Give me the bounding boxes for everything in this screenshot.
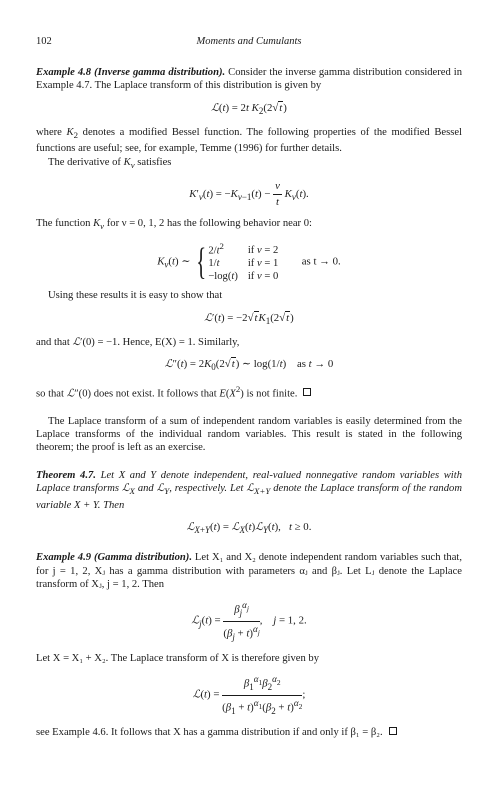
qed-symbol <box>303 388 311 396</box>
qed-symbol <box>389 727 397 735</box>
example-4-9-conclusion: see Example 4.6. It follows that X has a gamma distribution if and only if β₁ = β₂. <box>36 726 462 739</box>
equation-gamma-laplace-j: ℒ$_j$(t) = $\frac{\beta_j^{\alpha_j}}{(\beta_j + t)^{\alpha_j}}$ , j = 1, 2. <box>191 600 307 642</box>
mean-statement: and that ℒ′(0) = −1. Hence, E(X) = 1. Similarly, <box>36 337 240 349</box>
equation-bessel-asymptotics: $K_\nu(t)$ ∼ { $2/t^2$ if ν = 2 1/t if ν = 1 −log(t) if ν = 0 as t → 0. <box>157 240 341 283</box>
sum-laplace-intro: Let X = X₁ + X₂. The Laplace transform of X is therefore given by <box>36 652 320 664</box>
example-4-8-label: Example 4.8 <box>36 67 92 78</box>
second-moment-statement: so that ℒ″(0) does not exist. It follows that $E(X^2)$ is not finite. <box>36 383 462 401</box>
equation-laplace-inverse-gamma: ℒ(t) = 2t $K_2(2√t)$ <box>211 101 287 116</box>
example-4-8-title: (Inverse gamma distribution). <box>94 67 226 78</box>
theorem-4-7: Theorem 4.7. Let X and Y denote independent, real-valued nonnegative random variables with Laplace transforms ℒ$_X$ and ℒ$_Y$, respectively. Let ℒ$_{X+Y}$ denote the Laplace transform of the random variable X + Y. Then <box>36 469 462 511</box>
page-number: 102 <box>36 36 52 47</box>
example-4-8-text: Consider the inverse gamma distribution considered in Example 4.7. The Laplace transform of this distribution is given by <box>36 67 463 92</box>
example-4-9-label: Example 4.9 <box>36 552 92 564</box>
laplace-sum-paragraph: The Laplace transform of a sum of independent random variables is easily determined from the Laplace transforms of the individual random variables. This result is stated in the following theorem; the proof is left as an exercise. <box>36 415 462 454</box>
function-behavior-intro: The function $K_\nu$ for ν = 0, 1, 2 has the following behavior near 0: <box>36 218 312 232</box>
example-4-8-intro <box>36 66 462 93</box>
derivative-intro: The derivative of $K_\nu$ satisfies <box>48 156 172 170</box>
equation-second-derivative: ℒ″(t) = $2K_0(2√t)$ ∼ log(1/t) as t → 0 <box>164 358 334 373</box>
bessel-note: where $K_2$ denotes a modified Bessel function. The following properties of the modified Bessel functions are useful; see, for example, Temme (1996) for further details. <box>36 126 463 155</box>
running-header <box>36 36 462 52</box>
equation-theorem-4-7: ℒ$_{X+Y}$(t) = ℒ$_X$(t)ℒ$_Y$(t), t ≥ 0. <box>186 521 312 536</box>
equation-bessel-derivative: $K'_\nu(t) = -K_{\nu-1}(t)$ − $\frac{\nu}{t}$ $K_\nu(t)$. <box>189 180 309 209</box>
example-4-9-intro: Example 4.9 (Gamma distribution). Let X₁ and X₂ denote independent random variables such that, for j = 1, 2, Xⱼ has a gamma distribution with parameters αⱼ and βⱼ. Let Lⱼ denote the Laplace transform of Xⱼ, j = 1, 2. Then <box>36 552 463 591</box>
equation-first-derivative: ℒ′(t) = $-2√tK_1(2√t)$ <box>204 311 294 327</box>
page <box>36 36 462 739</box>
running-title: Moments and Cumulants <box>196 36 302 47</box>
equation-gamma-sum-laplace: ℒ(t) = $\frac{\beta_1^{\alpha_1}\beta_2^{\alpha_2}}{(\beta_1 + t)^{\alpha_1}(\beta_2 + t)^{\alpha_2}}$ ; <box>192 674 306 716</box>
using-results: Using these results it is easy to show that <box>48 290 223 302</box>
theorem-4-7-label: Theorem 4.7. <box>36 469 96 481</box>
example-4-9-title: (Gamma distribution). <box>93 552 192 564</box>
